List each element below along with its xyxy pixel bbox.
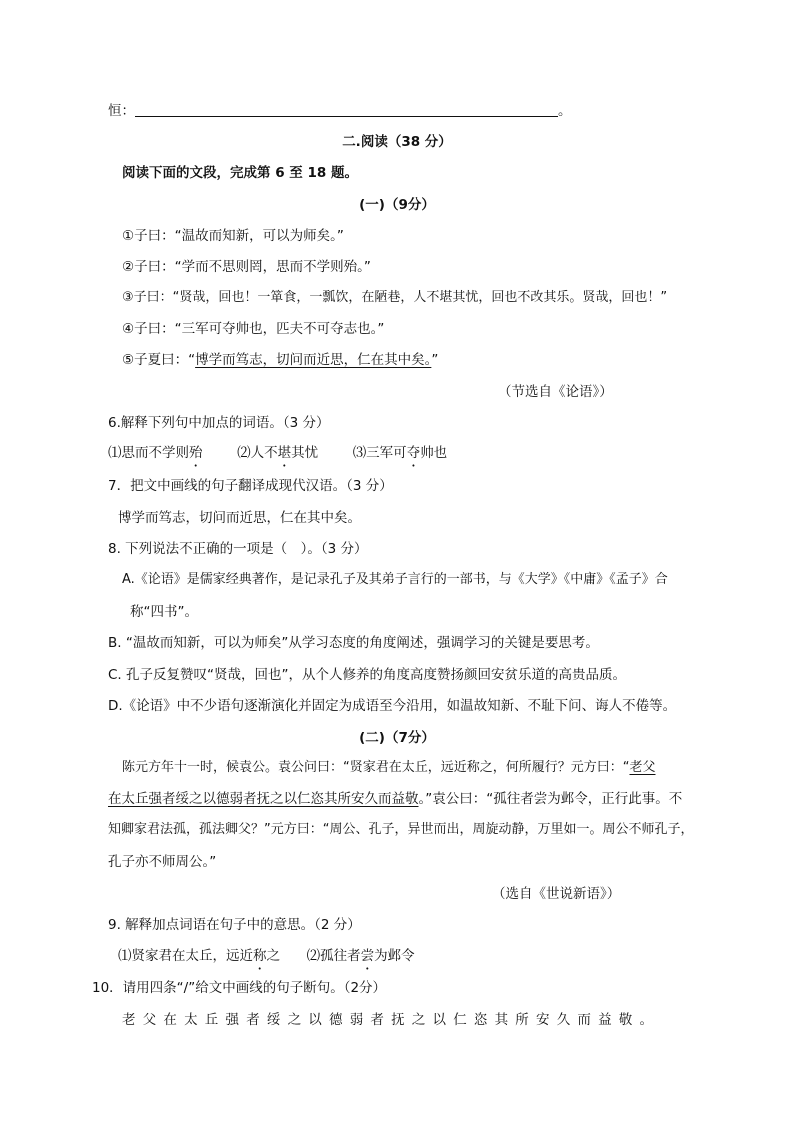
passage-line-1: 陈元方年十一时，候袁公。袁公问曰：“贤家君在太丘，远近称之，何所履行？元方曰：“老父 <box>122 760 656 775</box>
question-6-items: ⑴思而不学则殆 ⑵人不堪其忧 ⑶三军可夺帅也 <box>108 445 448 461</box>
passage-line-2: 在太丘强者绥之以德弱者抚之以仁恣其所安久而益敬。”袁公曰：“孤往者尝为邺令，正行此事。不 <box>108 791 683 807</box>
dotted-word: 堪 <box>277 445 292 461</box>
underlined-sentence: 博学而笃志，切问而近思，仁在其中矣。 <box>195 352 432 368</box>
part1-heading: (一)（9分） <box>359 197 435 213</box>
part2-heading: (二)（7分） <box>359 730 435 746</box>
analects-quote-1: ①子曰：“温故而知新，可以为师矣。” <box>122 228 344 244</box>
option-a-line-1: A.《论语》是儒家经典著作，是记录孔子及其弟子言行的一部书，与《大学》《中庸》《孟子》合 <box>122 572 668 587</box>
question-10-sentence: 老父在太丘强者绥之以德弱者抚之以仁恣其所安久而益敬。 <box>122 1012 661 1028</box>
analects-quote-3: ③子曰：“贤哉，回也！一箪食，一瓢饮，在陋巷，人不堪其忧，回也不改其乐。贤哉，回也！” <box>122 290 668 305</box>
analects-quote-5: ⑤子夏曰：“博学而笃志，切问而近思，仁在其中矣。” <box>122 352 439 368</box>
dotted-word: 称 <box>253 948 267 964</box>
question-7-stem: 7．把文中画线的句子翻译成现代汉语。（3 分） <box>108 478 393 494</box>
option-c: C. 孔子反复赞叹“贤哉，回也”，从个人修养的角度高度赞扬颜回安贫乐道的高贵品质。 <box>108 667 626 683</box>
fill-prefix: 恒： <box>108 103 135 119</box>
part2-source: （选自《世说新语》） <box>492 886 621 902</box>
question-10-stem: 10．请用四条“/”给文中画线的句子断句。（2分） <box>92 980 387 996</box>
underlined-text: 老父 <box>629 760 656 775</box>
question-9-stem: 9. 解释加点词语在句子中的意思。（2 分） <box>108 917 361 933</box>
section-heading: 二.阅读（38 分） <box>342 134 452 150</box>
question-9-items: ⑴贤家君在太丘，远近称之 ⑵孤往者尝为邺令 <box>118 948 415 964</box>
fill-suffix: 。 <box>558 103 572 119</box>
question-7-sentence: 博学而笃志，切问而近思，仁在其中矣。 <box>118 510 361 526</box>
passage-line-3: 知卿家君法孤，孤法卿父？”元方曰：“周公、孔子，异世而出，周旋动静，万里如一。周公不师孔子， <box>108 822 694 837</box>
analects-quote-2: ②子曰：“学而不思则罔，思而不学则殆。” <box>122 259 371 275</box>
option-d: D.《论语》中不少语句逐渐演化并固定为成语至今沿用，如温故知新、不耻下问、诲人不倦等。 <box>108 698 677 714</box>
fill-blank-line <box>108 101 572 121</box>
question-8-stem: 8. 下列说法不正确的一项是（ ）。（3 分） <box>108 541 368 557</box>
part1-source: （节选自《论语》） <box>498 384 613 400</box>
option-b: B. “温故而知新，可以为师矣”从学习态度的角度阐述，强调学习的关键是要思考。 <box>108 635 599 651</box>
question-6-stem: 6.解释下列句中加点的词语。（3 分） <box>108 415 330 431</box>
section-instruction: 阅读下面的文段，完成第 6 至 18 题。 <box>122 165 358 181</box>
dotted-word: 夺 <box>406 445 421 461</box>
passage-line-4: 孔子亦不师周公。” <box>108 854 217 870</box>
option-a-line-2: 称“四书”。 <box>130 604 198 620</box>
dotted-word: 殆 <box>189 445 203 461</box>
analects-quote-4: ④子曰：“三军可夺帅也，匹夫不可夺志也。” <box>122 321 385 337</box>
dotted-word: 尝 <box>360 948 375 964</box>
answer-blank[interactable] <box>135 102 558 117</box>
underlined-text: 在太丘强者绥之以德弱者抚之以仁恣其所安久而益敬 <box>108 791 419 807</box>
